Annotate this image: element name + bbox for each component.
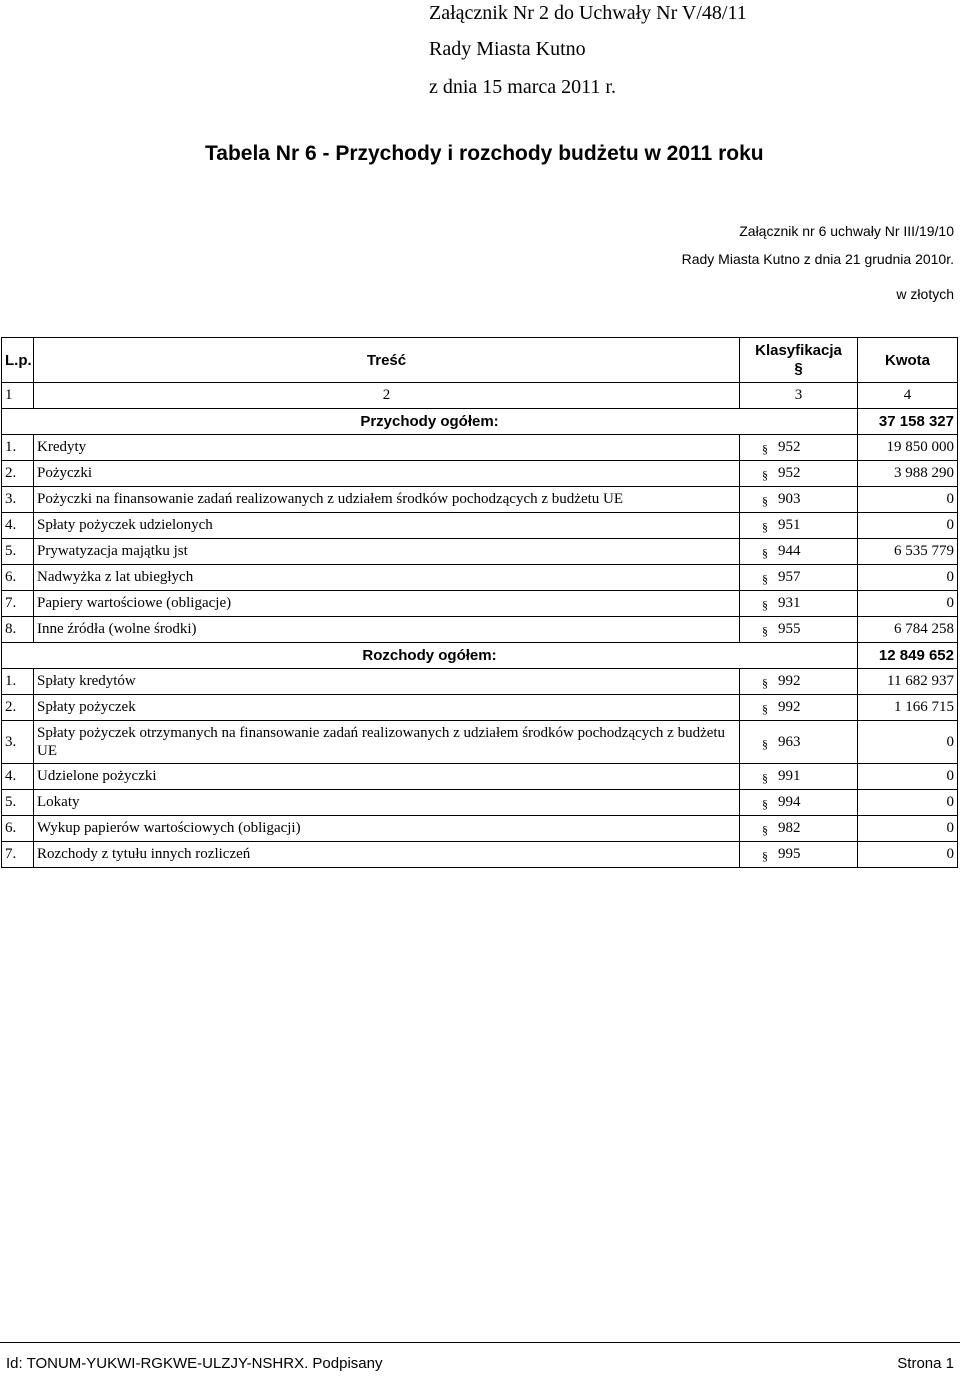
expense-kwota: 0 [858, 816, 958, 842]
expense-total-value: 12 849 652 [858, 643, 958, 669]
income-klasyfikacja: § 952 [740, 435, 858, 461]
expense-kwota: 11 682 937 [858, 669, 958, 695]
attachment-line-3: z dnia 15 marca 2011 r. [429, 76, 616, 98]
income-lp: 7. [2, 591, 34, 617]
section-mark: § [762, 493, 768, 508]
table-row [2, 695, 958, 721]
expense-tresc: Rozchody z tytułu innych rozliczeń [34, 842, 740, 868]
page-number: Strona 1 [897, 1355, 954, 1372]
expense-lp: 1. [2, 669, 34, 695]
table-row [2, 591, 958, 617]
expense-lp: 2. [2, 695, 34, 721]
header-lp: L.p. [2, 338, 34, 383]
expense-klasyfikacja: § 982 [740, 816, 858, 842]
income-kwota: 0 [858, 591, 958, 617]
table-row [2, 790, 958, 816]
expense-klasyfikacja: § 992 [740, 695, 858, 721]
income-tresc: Kredyty [34, 435, 740, 461]
expense-total-row [2, 643, 958, 669]
income-klasyfikacja: § 951 [740, 513, 858, 539]
expense-total-label: Rozchody ogółem: [2, 643, 858, 669]
attachment-line-2: Rady Miasta Kutno [429, 38, 586, 60]
section-mark: § [762, 571, 768, 586]
income-klasyfikacja: § 903 [740, 487, 858, 513]
reference-line-1: Załącznik nr 6 uchwały Nr III/19/10 [739, 223, 954, 239]
attachment-line-1: Załącznik Nr 2 do Uchwały Nr V/48/11 [429, 2, 747, 24]
table-row [2, 842, 958, 868]
budget-table [1, 337, 958, 868]
section-mark: § [762, 597, 768, 612]
section-mark: § [762, 519, 768, 534]
income-klasyfikacja: § 931 [740, 591, 858, 617]
table-row [2, 461, 958, 487]
expense-tresc: Wykup papierów wartościowych (obligacji) [34, 816, 740, 842]
section-mark: § [762, 736, 768, 751]
table-row [2, 565, 958, 591]
table-row [2, 487, 958, 513]
expense-lp: 6. [2, 816, 34, 842]
table-row [2, 721, 958, 764]
income-total-label: Przychody ogółem: [2, 409, 858, 435]
expense-lp: 3. [2, 721, 34, 764]
col-number-1: 1 [2, 383, 34, 409]
expense-tresc: Spłaty pożyczek otrzymanych na finansowanie zadań realizowanych z udziałem środków pochodzących z budżetu UE [34, 721, 740, 764]
income-tresc: Pożyczki na finansowanie zadań realizowanych z udziałem środków pochodzących z budżetu UE [34, 487, 740, 513]
income-tresc: Spłaty pożyczek udzielonych [34, 513, 740, 539]
expense-klasyfikacja: § 994 [740, 790, 858, 816]
column-number-row [2, 383, 958, 409]
expense-kwota: 0 [858, 764, 958, 790]
col-number-4: 4 [858, 383, 958, 409]
expense-klasyfikacja: § 995 [740, 842, 858, 868]
expense-kwota: 0 [858, 842, 958, 868]
col-number-3: 3 [740, 383, 858, 409]
unit-label: w złotych [896, 286, 954, 302]
income-lp: 2. [2, 461, 34, 487]
expense-tresc: Udzielone pożyczki [34, 764, 740, 790]
income-klasyfikacja: § 955 [740, 617, 858, 643]
header-kwota: Kwota [858, 338, 958, 383]
expense-lp: 7. [2, 842, 34, 868]
income-lp: 6. [2, 565, 34, 591]
expense-kwota: 0 [858, 721, 958, 764]
income-kwota: 0 [858, 513, 958, 539]
income-tresc: Inne źródła (wolne środki) [34, 617, 740, 643]
expense-tresc: Lokaty [34, 790, 740, 816]
section-mark: § [762, 848, 768, 863]
document-title: Tabela Nr 6 - Przychody i rozchody budżetu w 2011 roku [205, 142, 764, 165]
section-mark: § [762, 441, 768, 456]
income-total-row [2, 409, 958, 435]
income-lp: 3. [2, 487, 34, 513]
income-kwota: 6 784 258 [858, 617, 958, 643]
table-header-row [2, 338, 958, 383]
income-tresc: Pożyczki [34, 461, 740, 487]
expense-tresc: Spłaty kredytów [34, 669, 740, 695]
income-total-value: 37 158 327 [858, 409, 958, 435]
income-kwota: 0 [858, 565, 958, 591]
section-mark: § [762, 701, 768, 716]
income-lp: 1. [2, 435, 34, 461]
col-number-2: 2 [34, 383, 740, 409]
expense-tresc: Spłaty pożyczek [34, 695, 740, 721]
income-klasyfikacja: § 952 [740, 461, 858, 487]
section-mark: § [762, 623, 768, 638]
section-mark: § [762, 545, 768, 560]
income-tresc: Papiery wartościowe (obligacje) [34, 591, 740, 617]
income-kwota: 19 850 000 [858, 435, 958, 461]
income-tresc: Prywatyzacja majątku jst [34, 539, 740, 565]
table-row [2, 816, 958, 842]
table-row [2, 669, 958, 695]
footer-divider [0, 1342, 960, 1343]
income-klasyfikacja: § 944 [740, 539, 858, 565]
expense-lp: 4. [2, 764, 34, 790]
header-klasyfikacja: Klasyfikacja § [740, 338, 858, 383]
expense-kwota: 1 166 715 [858, 695, 958, 721]
income-tresc: Nadwyżka z lat ubiegłych [34, 565, 740, 591]
income-klasyfikacja: § 957 [740, 565, 858, 591]
table-row [2, 513, 958, 539]
table-row [2, 764, 958, 790]
section-mark: § [794, 360, 803, 377]
section-mark: § [762, 675, 768, 690]
header-tresc: Treść [34, 338, 740, 383]
section-mark: § [762, 467, 768, 482]
income-lp: 8. [2, 617, 34, 643]
expense-klasyfikacja: § 991 [740, 764, 858, 790]
expense-kwota: 0 [858, 790, 958, 816]
table-row [2, 617, 958, 643]
reference-line-2: Rady Miasta Kutno z dnia 21 grudnia 2010r. [681, 251, 954, 267]
section-mark: § [762, 796, 768, 811]
table-row [2, 539, 958, 565]
income-kwota: 3 988 290 [858, 461, 958, 487]
expense-lp: 5. [2, 790, 34, 816]
income-kwota: 6 535 779 [858, 539, 958, 565]
table-row [2, 435, 958, 461]
section-mark: § [762, 822, 768, 837]
section-mark: § [762, 770, 768, 785]
expense-klasyfikacja: § 992 [740, 669, 858, 695]
income-lp: 5. [2, 539, 34, 565]
income-lp: 4. [2, 513, 34, 539]
income-kwota: 0 [858, 487, 958, 513]
expense-klasyfikacja: § 963 [740, 721, 858, 764]
document-id: Id: TONUM-YUKWI-RGKWE-ULZJY-NSHRX. Podpisany [6, 1355, 383, 1372]
